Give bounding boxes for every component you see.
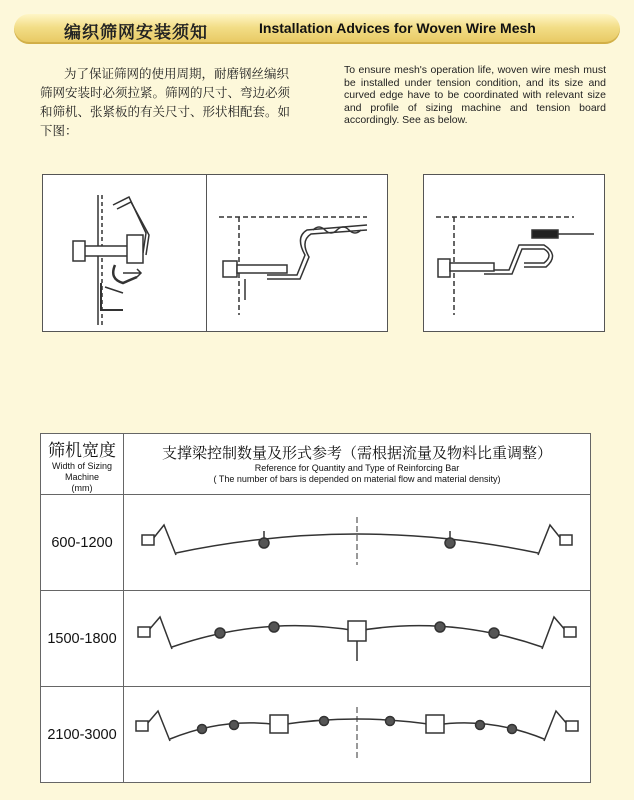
row-width: 600-1200 xyxy=(41,495,124,591)
header-band xyxy=(14,14,620,44)
machine-width-label-en-2: Machine xyxy=(64,472,100,482)
reference-title-en-2: ( The number of bars is depended on material flow and material density) xyxy=(213,473,501,484)
table-header-row xyxy=(41,434,591,495)
figure-rounded-hook xyxy=(206,174,388,332)
row-width: 2100-3000 xyxy=(41,687,124,783)
row-drawing-8-bars xyxy=(124,687,591,783)
table-row xyxy=(41,591,591,687)
header-title-cn: 编织筛网安装须知 xyxy=(64,23,208,43)
row-drawing-5-bars xyxy=(124,591,591,687)
header-machine-width xyxy=(41,434,124,495)
header-title-en: Installation Advices for Woven Wire Mesh xyxy=(259,20,536,36)
reference-title-en-1: Reference for Quantity and Type of Reinforcing Bar xyxy=(254,462,460,473)
reference-title-cn: 支撑梁控制数量及形式参考（需根据流量及物料比重调整） xyxy=(161,443,552,462)
intro-text-en: To ensure mesh's operation life, woven wire mesh must be installed under tension condition, and its size and curved edge have to be coordinated with relevant size and profile of sizing machine and tension board accordingly. See as below. xyxy=(344,64,606,126)
figure-u-hook xyxy=(423,174,605,332)
intro-text-cn: 为了保证筛网的使用周期，耐磨钢丝编织筛网安装时必须拉紧。筛网的尺寸、弯边必须和筛机、张紧板的有关尺寸、形状相配套。如下图： xyxy=(40,66,291,138)
reinforcing-bar-table xyxy=(40,433,591,783)
row-width: 1500-1800 xyxy=(41,591,124,687)
row-drawing-2-bars xyxy=(124,495,591,591)
table-row xyxy=(41,495,591,591)
machine-width-label-cn: 筛机宽度 xyxy=(48,441,116,461)
machine-width-label-en-1: Width of Sizing xyxy=(51,461,113,471)
figure-hook-install xyxy=(42,174,224,332)
table-row xyxy=(41,687,591,783)
machine-width-label-en-3: (mm) xyxy=(71,483,93,493)
header-reference xyxy=(124,434,591,495)
